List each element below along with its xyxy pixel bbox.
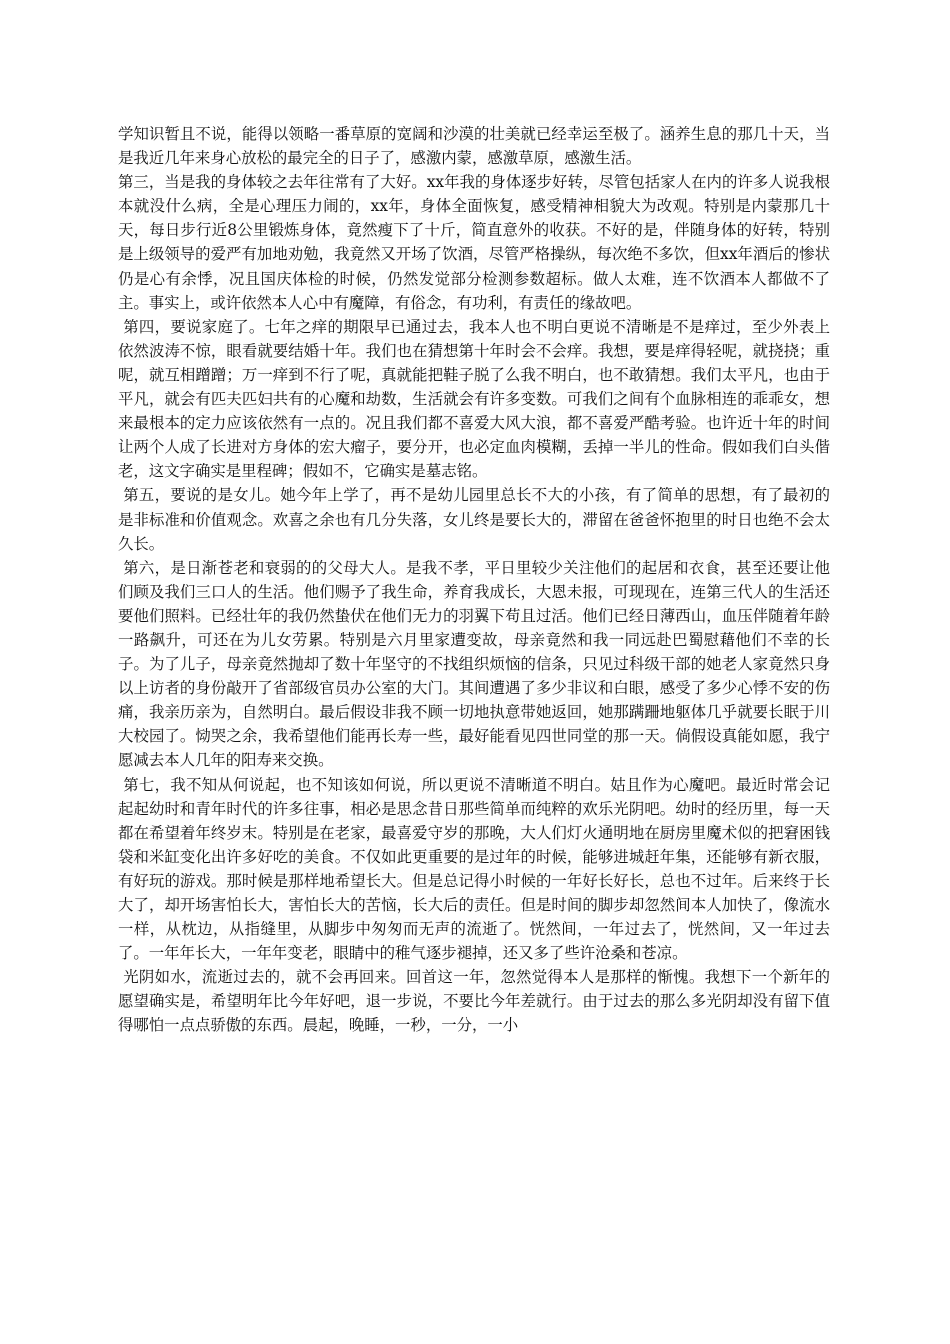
paragraph-closing-time: 光阴如水，流逝过去的，就不会再回来。回首这一年，忽然觉得本人是那样的惭愧。我想下一个新年的愿望确实是，希望明年比今年好吧，退一步说，不要比今年差就行。由于过去的那么多光阴却没有留下值得哪怕一点点骄傲的东西。晨起，晚睡，一秒，一分，一小 <box>118 968 830 1035</box>
paragraph-intro-continued: 学知识暂且不说，能得以领略一番草原的宽阔和沙漠的壮美就已经幸运至极了。涵养生息的那几十天，当是我近几年来身心放松的最完全的日子了，感激内蒙，感激草原，感激生活。 <box>118 125 830 168</box>
document-page <box>118 122 830 1038</box>
paragraph-fourth-family: 第四，要说家庭了。七年之痒的期限早已通过去，我本人也不明白更说不清晰是不是痒过，至少外表上依然波涛不惊，眼看就要结婚十年。我们也在猜想第十年时会不会痒。我想，要是痒得轻呢，就挠挠；重呢，就互相蹭蹭；万一痒到不行了呢，真就能把鞋子脱了么我不明白，也不敢猜想。我们太平凡，也由于平凡，就会有匹夫匹妇共有的心魔和劫数，生活就会有许多变数。可我们之间有个血脉相连的乖乖女，想来最根本的定力应该依然有一点的。况且我们都不喜爱大风大浪，都不喜爱严酷考验。也许近十年的时间让两个人成了长进对方身体的宏大瘤子，要分开，也必定血肉模糊，丢掉一半儿的性命。假如我们白头偕老，这文字确实是里程碑；假如不，它确实是墓志铭。 <box>118 317 830 481</box>
paragraph-sixth-parents: 第六，是日渐苍老和衰弱的的父母大人。是我不孝，平日里较少关注他们的起居和衣食，甚至还要让他们顾及我们三口人的生活。他们赐予了我生命，养育我成长，大恩未报，可现现在，连第三代人的生活还要他们照料。已经壮年的我仍然蛰伏在他们无力的羽翼下苟且过活。他们已经日薄西山，血压伴随着年龄一路飙升，可还在为儿女劳累。特别是六月里家遭变故，母亲竟然和我一同远赴巴蜀慰藉他们不幸的长子。为了儿子，母亲竟然抛却了数十年坚守的不找组织烦恼的信条，只见过科级干部的她老人家竟然只身以上访者的身份敲开了省部级官员办公室的大门。其间遭遇了多少非议和白眼，感受了多少心悸不安的伤痛，我亲历亲为，自然明白。最后假设非我不顾一切地执意带她返回，她那蹒跚地躯体几乎就要长眠于川大校园了。恸哭之余，我希望他们能再长寿一些，最好能看见四世同堂的那一天。倘假设真能如愿，我宁愿减去本人几年的阳寿来交换。 <box>118 558 830 770</box>
paragraph-seventh-memories: 第七，我不知从何说起，也不知该如何说，所以更说不清晰道不明白。姑且作为心魔吧。最近时常会记起起幼时和青年时代的许多往事，相必是思念昔日那些简单而纯粹的欢乐光阴吧。幼时的经历里，每一天都在希望着年终岁末。特别是在老家，最喜爱守岁的那晚，大人们灯火通明地在厨房里魔术似的把窘困钱袋和米缸变化出许多好吃的美食。不仅如此更重要的是过年的时候，能够进城赶年集，还能够有新衣服，有好玩的游戏。那时候是那样地希望长大。但是总记得小时候的一年好长好长，总也不过年。后来终于长大了，却开场害怕长大，害怕长大的苦恼，长大后的责任。但是时间的脚步却忽然间本人加快了，像流水一样，从枕边，从指缝里，从脚步中匆匆而无声的流逝了。恍然间，一年过去了，恍然间，又一年过去了。一年年长大，一年年变老，眼睛中的稚气逐步褪掉，还又多了些许沧桑和苍凉。 <box>118 775 830 963</box>
paragraph-fifth-daughter: 第五，要说的是女儿。她今年上学了，再不是幼儿园里总长不大的小孩，有了简单的思想，有了最初的是非标准和价值观念。欢喜之余也有几分失落，女儿终是要长大的，滞留在爸爸怀抱里的时日也绝不会太久长。 <box>118 486 830 553</box>
paragraph-third-health: 第三，当是我的身体较之去年往常有了大好。xx年我的身体逐步好转，尽管包括家人在内的许多人说我根本就没什么病，全是心理压力闹的，xx年，身体全面恢复，感受精神相貌大为改观。特别是内蒙那几十天，每日步行近8公里锻炼身体，竟然瘦下了十斤，简直意外的收获。不好的是，伴随身体的好转，特别是上级领导的爱严有加地劝勉，我竟然又开场了饮酒，尽管严格操纵，每次绝不多饮，但xx年酒后的惨状仍是心有余悸，况且国庆体检的时候，仍然发觉部分检测参数超标。做人太难，连不饮酒本人都做不了主。事实上，或许依然本人心中有魔障，有俗念，有功利，有责任的缘故吧。 <box>118 173 830 312</box>
